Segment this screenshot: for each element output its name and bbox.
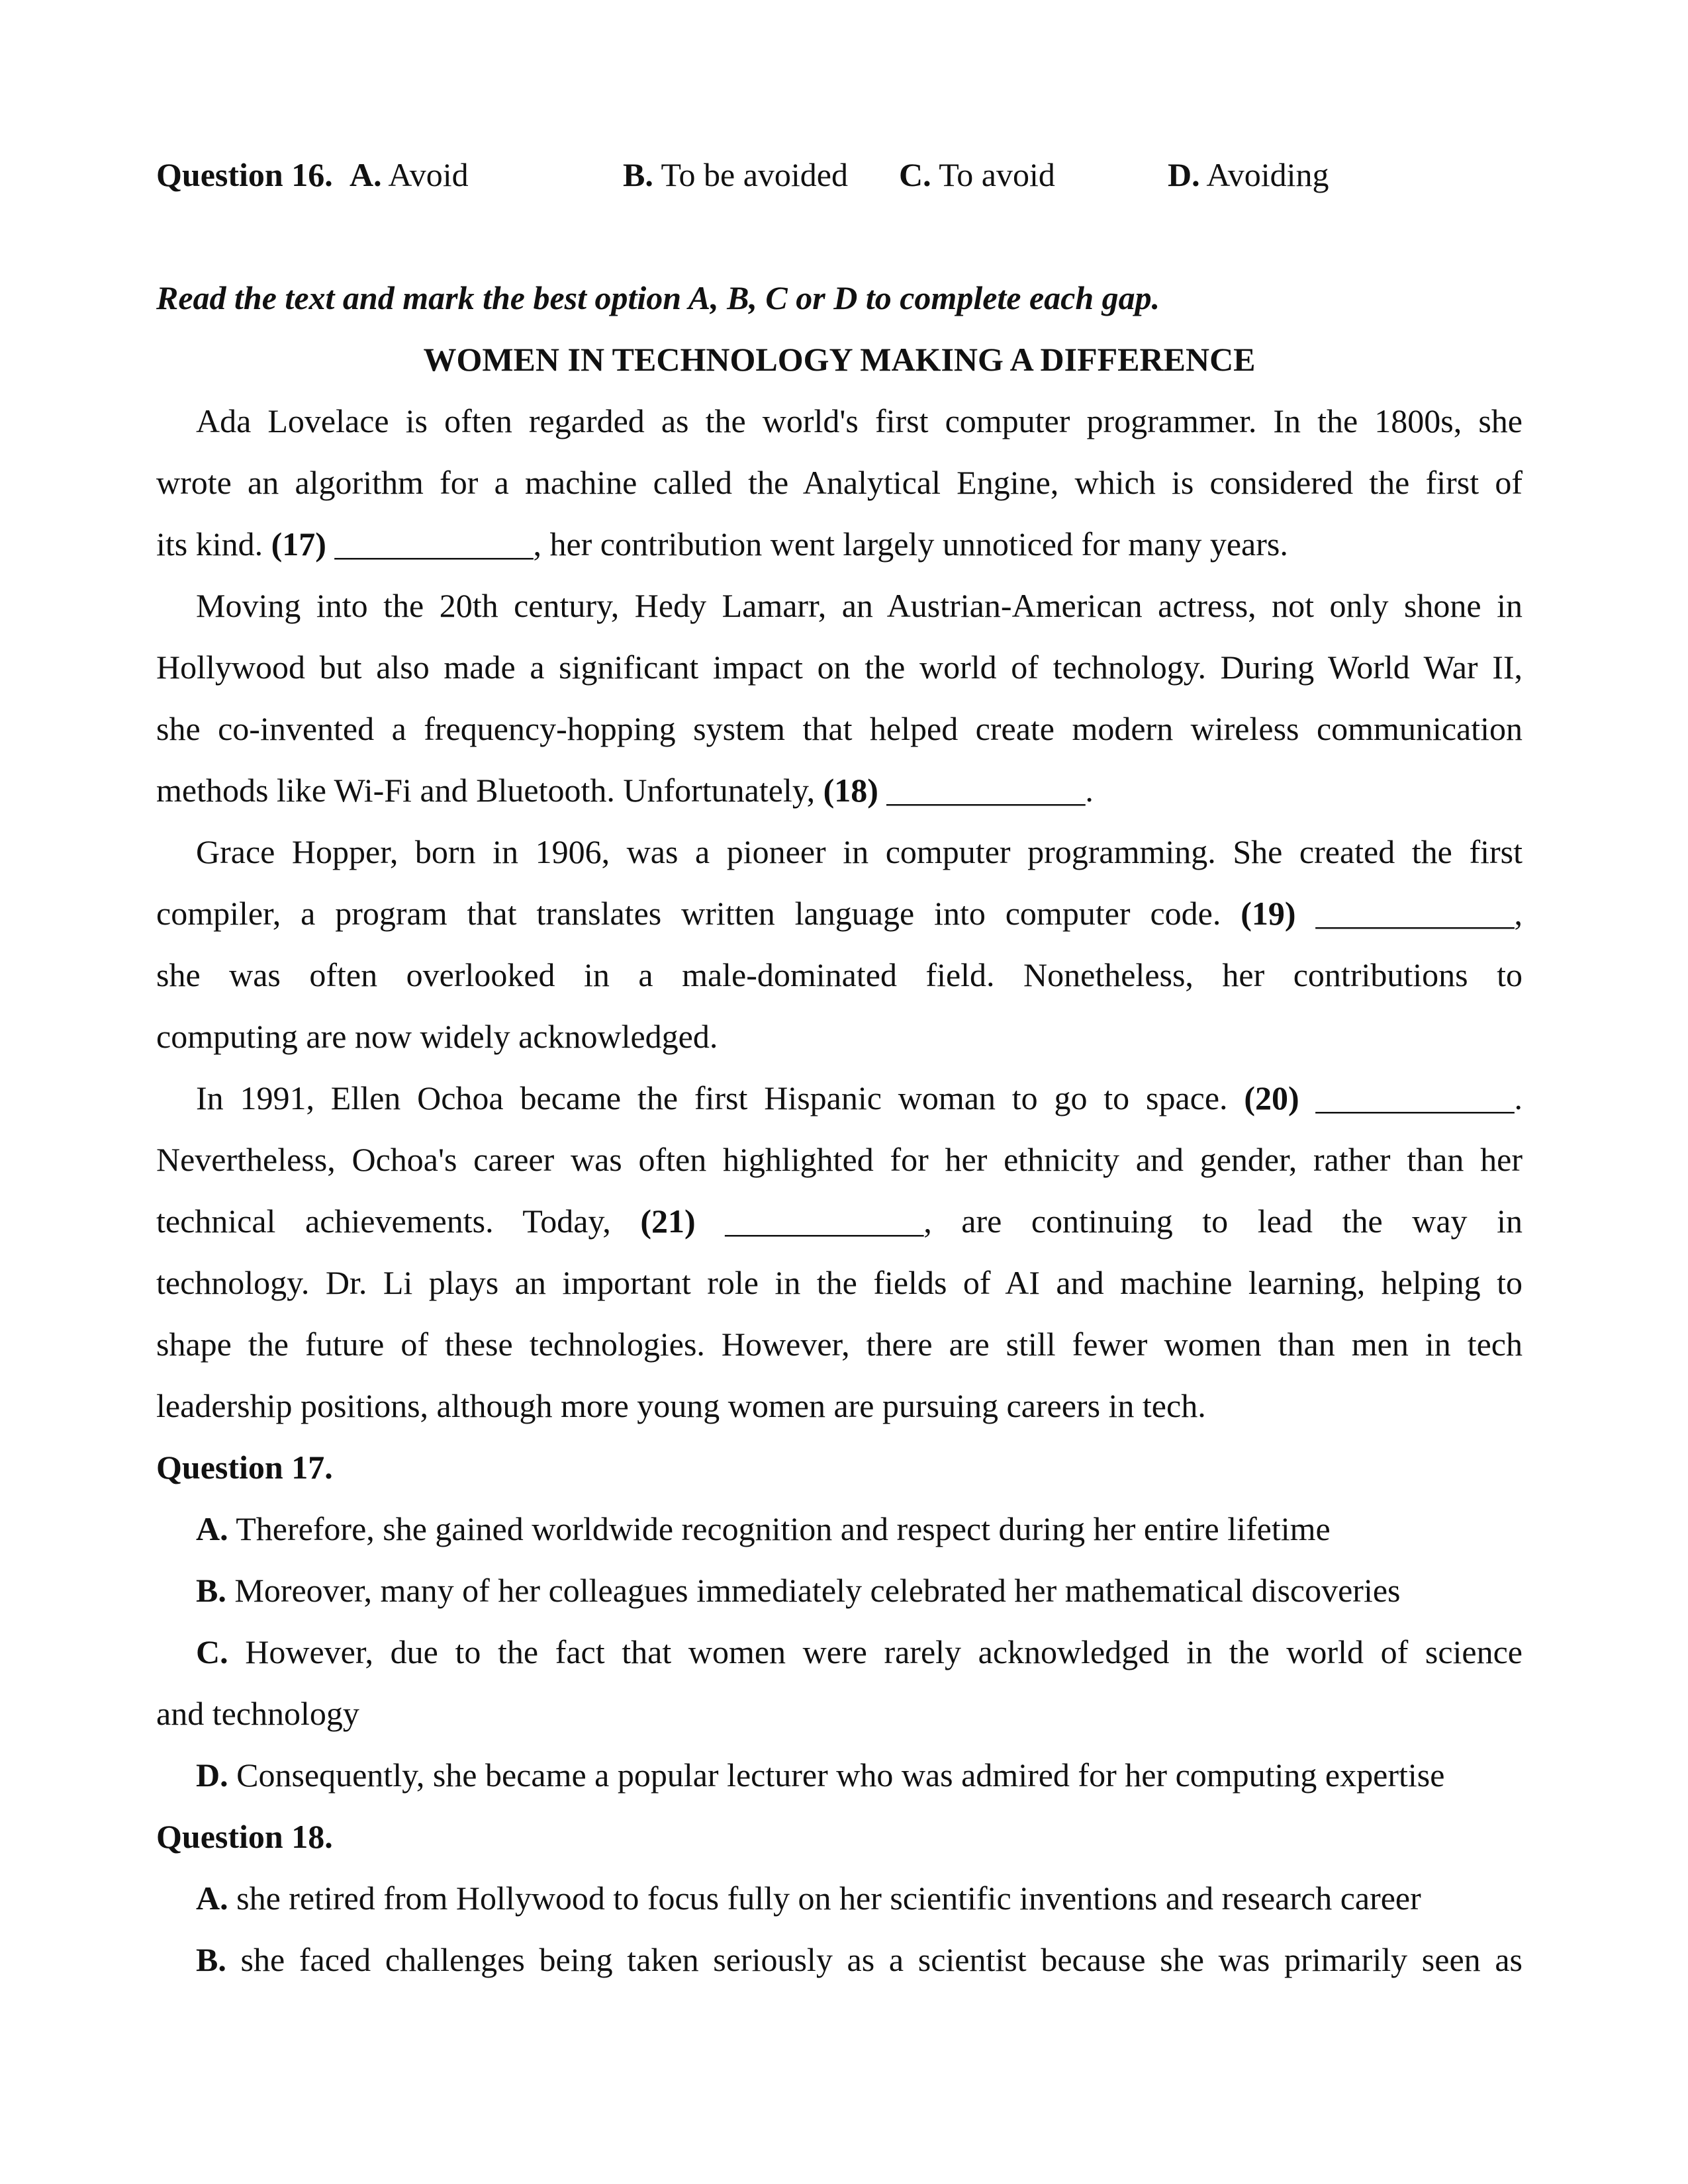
p2-line-4: methods like Wi-Fi and Bluetooth. Unfortunately, (18) ____________.	[156, 772, 1094, 809]
question-17	[156, 1437, 1523, 1806]
p4-line-3: technical achievements. Today, (21) ____________, are continuing to lead the way in	[156, 1203, 1523, 1240]
question-18	[156, 1806, 1523, 1991]
gap-18: (18)	[823, 772, 878, 809]
question-16-label: Question 16.	[156, 156, 333, 193]
p1-line-3: its kind. (17) ____________, her contribution went largely unnoticed for many years.	[156, 525, 1288, 563]
paragraph-3	[156, 821, 1523, 1068]
p4-line-1: In 1991, Ellen Ochoa became the first Hispanic woman to go to space. (20) ____________.	[196, 1079, 1523, 1116]
q16-option-a: A. Avoid	[350, 156, 469, 193]
q18-option-b: B. she faced challenges being taken seriously as a scientist because she was primarily seen as	[196, 1941, 1523, 1978]
q17-option-d: D. Consequently, she became a popular lecturer who was admired for her computing expertise	[196, 1756, 1445, 1794]
question-17-label: Question 17.	[156, 1449, 333, 1486]
p2-line-2: Hollywood but also made a significant impact on the world of technology. During World War II,	[156, 649, 1523, 686]
q16-option-c: C. To avoid	[899, 156, 1055, 193]
p1-line-2: wrote an algorithm for a machine called the Analytical Engine, which is considered the first of	[156, 464, 1523, 501]
q18-option-a: A. she retired from Hollywood to focus fully on her scientific inventions and research career	[196, 1880, 1421, 1917]
p2-line-3: she co-invented a frequency-hopping system that helped create modern wireless communication	[156, 710, 1523, 747]
q16-option-d: D. Avoiding	[1168, 156, 1329, 193]
gap-19: (19)	[1241, 895, 1296, 932]
question-18-label: Question 18.	[156, 1818, 333, 1855]
p3-line-3: she was often overlooked in a male-dominated field. Nonetheless, her contributions to	[156, 956, 1523, 993]
gap-20: (20)	[1244, 1079, 1299, 1116]
p1-line-1: Ada Lovelace is often regarded as the world's first computer programmer. In the 1800s, she	[196, 402, 1523, 439]
q17-option-a: A. Therefore, she gained worldwide recognition and respect during her entire lifetime	[196, 1510, 1331, 1547]
question-16	[156, 144, 1523, 206]
q17-option-c-cont: and technology	[156, 1695, 359, 1732]
p4-line-2: Nevertheless, Ochoa's career was often highlighted for her ethnicity and gender, rather than her	[156, 1141, 1523, 1178]
gap-21: (21)	[640, 1203, 696, 1240]
p3-line-2: compiler, a program that translates written language into computer code. (19) ____________,	[156, 895, 1523, 932]
q16-option-b: B. To be avoided	[623, 156, 848, 193]
q17-option-b: B. Moreover, many of her colleagues immediately celebrated her mathematical discoveries	[196, 1572, 1401, 1609]
p4-line-5: shape the future of these technologies. However, there are still fewer women than men in tech	[156, 1326, 1523, 1363]
paragraph-2	[156, 575, 1523, 821]
p3-line-4: computing are now widely acknowledged.	[156, 1018, 718, 1055]
paragraph-1	[156, 390, 1523, 575]
q17-option-c: C. However, due to the fact that women were rarely acknowledged in the world of science	[196, 1633, 1523, 1670]
gap-17: (17)	[271, 525, 326, 563]
instruction: Read the text and mark the best option A, B, C or D to complete each gap.	[156, 279, 1160, 316]
paragraph-4	[156, 1068, 1523, 1437]
passage-title: WOMEN IN TECHNOLOGY MAKING A DIFFERENCE	[423, 341, 1256, 378]
document-page	[156, 144, 1523, 1991]
p3-line-1: Grace Hopper, born in 1906, was a pioneer in computer programming. She created the first	[196, 833, 1523, 870]
p4-line-4: technology. Dr. Li plays an important role in the fields of AI and machine learning, helping to	[156, 1264, 1523, 1301]
p2-line-1: Moving into the 20th century, Hedy Lamarr, an Austrian-American actress, not only shone in	[196, 587, 1523, 624]
p4-line-6: leadership positions, although more young women are pursuing careers in tech.	[156, 1387, 1206, 1424]
